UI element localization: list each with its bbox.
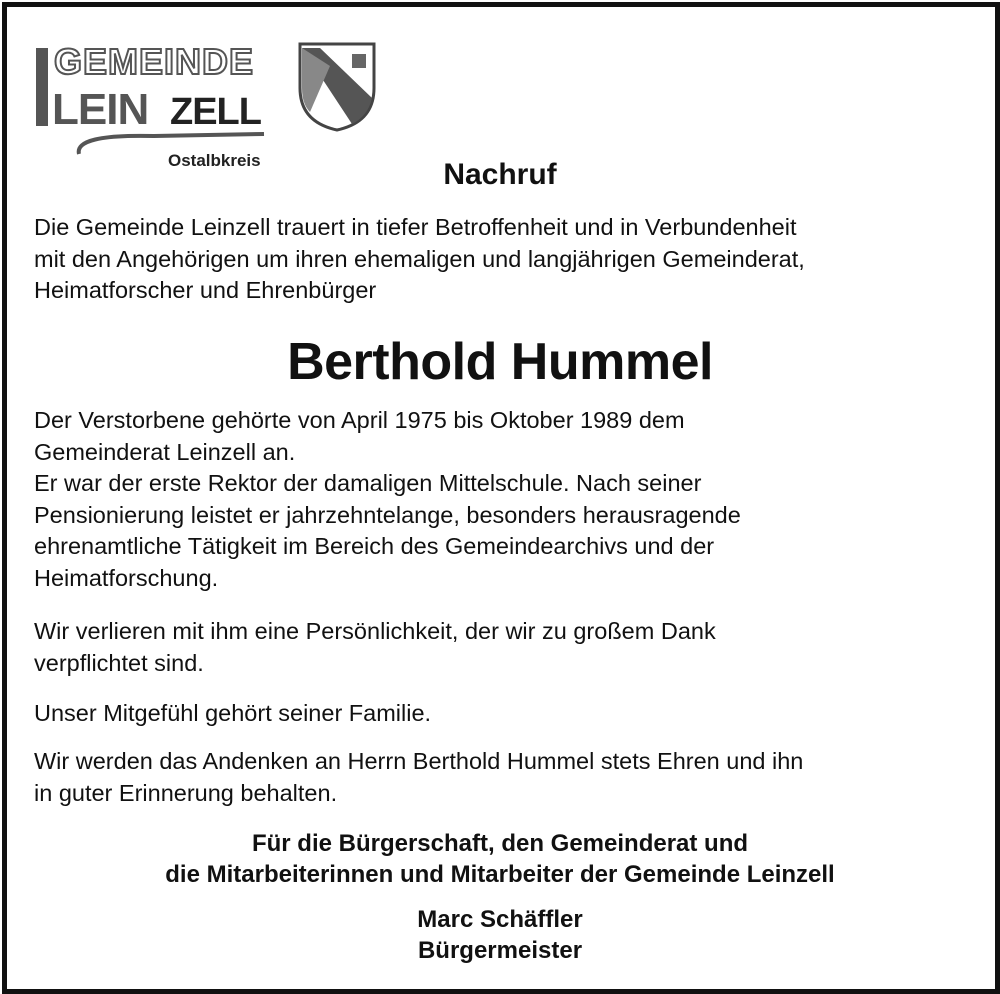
logo-l-bar xyxy=(36,48,48,126)
logo-line1: GEMEINDE xyxy=(54,41,255,82)
intro-line: Die Gemeinde Leinzell trauert in tiefer Betroffenheit und in Verbundenheit xyxy=(34,214,797,240)
body-line: ehrenamtliche Tätigkeit im Bereich des Gemeindearchivs und der xyxy=(34,533,715,559)
body-line: Der Verstorbene gehörte von April 1975 bis Oktober 1989 dem xyxy=(34,407,685,433)
signature-block xyxy=(0,828,1000,890)
remembrance-line: in guter Erinnerung behalten. xyxy=(34,779,338,806)
deceased-name: Berthold Hummel xyxy=(287,333,713,391)
intro-paragraph xyxy=(34,212,974,307)
remembrance-paragraph xyxy=(34,746,974,809)
signatory xyxy=(0,904,1000,966)
gratitude-line: verpflichtet sind. xyxy=(34,649,204,676)
signatory-role: Bürgermeister xyxy=(417,937,583,964)
logo-line2-b: ZELL xyxy=(170,91,261,133)
body-line: Heimatforschung. xyxy=(34,564,219,591)
body-line: Er war der erste Rektor der damaligen Mittelschule. Nach seiner xyxy=(34,470,702,496)
coat-of-arms-icon xyxy=(300,44,374,130)
body-line: Gemeinderat Leinzell an. xyxy=(34,438,296,465)
body-line: Pensionierung leistet er jahrzehntelange, besonders herausragende xyxy=(34,501,741,528)
signatory-name: Marc Schäffler xyxy=(417,906,583,933)
signature-line2: die Mitarbeiterinnen und Mitarbeiter der Gemeinde Leinzell xyxy=(165,861,835,888)
heading: Nachruf xyxy=(443,158,557,191)
body-paragraph xyxy=(34,405,974,594)
signature-line1: Für die Bürgerschaft, den Gemeinderat und xyxy=(251,830,749,857)
intro-line: mit den Angehörigen um ihren ehemaligen und langjährigen Gemeinderat, xyxy=(34,245,805,272)
municipality-logo xyxy=(34,26,394,176)
sympathy-paragraph xyxy=(34,698,974,730)
gratitude-paragraph xyxy=(34,616,974,679)
gratitude-line: Wir verlieren mit ihm eine Persönlichkeit, der wir zu großem Dank xyxy=(34,618,716,644)
logo-line2-a: LEIN xyxy=(52,85,149,134)
remembrance-line: Wir werden das Andenken an Herrn Berthold Hummel stets Ehren und ihn xyxy=(34,748,804,774)
intro-line: Heimatforscher und Ehrenbürger xyxy=(34,277,377,303)
logo-region: Ostalbkreis xyxy=(168,151,261,170)
sympathy-line: Unser Mitgefühl gehört seiner Familie. xyxy=(34,700,432,726)
